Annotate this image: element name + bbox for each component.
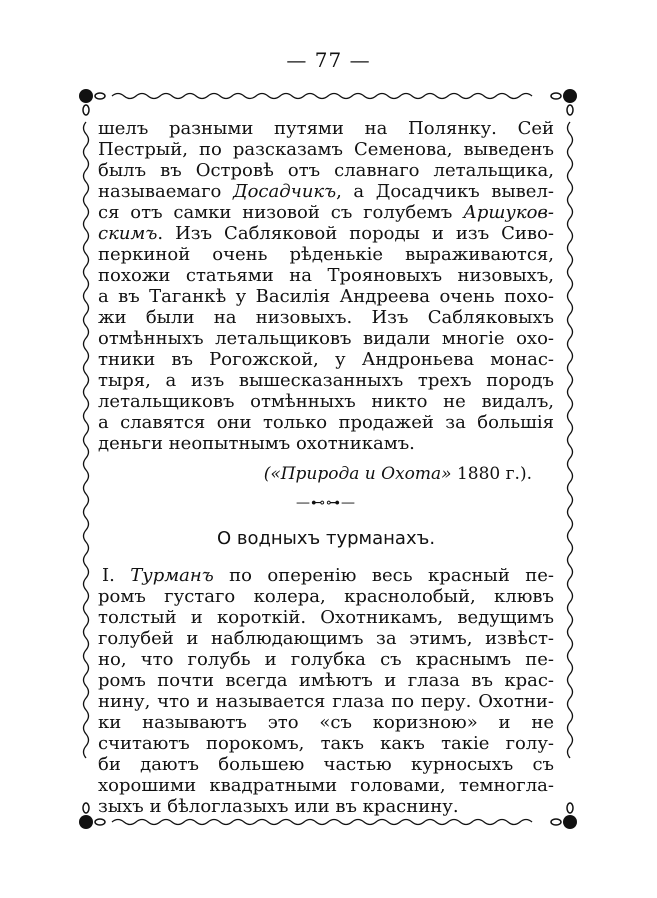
text-line: ки называютъ это «съ коризною» и не [98, 712, 554, 733]
text-line: похожи статьями на Трояновыхъ низовыхъ, [98, 265, 554, 286]
citation [98, 464, 554, 485]
text-line: Пестрый, по разсказамъ Семенова, выведенъ [98, 139, 554, 160]
text-line: шелъ разными путями на Полянку. Сей [98, 118, 554, 139]
text-line: нину, что и называется глаза по перу. Охотни- [98, 691, 554, 712]
text-line: ромъ почти всегда имѣютъ и глаза въ крас- [98, 670, 554, 691]
text-line: былъ въ Островѣ отъ славнаго летальщика, [98, 160, 554, 181]
text-line: би даютъ большею частью курносыхъ съ [98, 754, 554, 775]
text-line: отмѣнныхъ летальщиковъ видали многіе охо- [98, 328, 554, 349]
right-wave-line [568, 122, 573, 758]
left-wave-line [84, 122, 89, 758]
citation-year: 1880 г.). [456, 464, 532, 484]
text-line: а въ Таганкѣ у Василія Андреева очень похо- [98, 286, 554, 307]
text-line: толстый и короткій. Охотникамъ, ведущимъ [98, 607, 554, 628]
text-line: ромъ густаго колера, краснолобый, клювъ [98, 586, 554, 607]
top-wave-line [112, 94, 532, 99]
page-content [98, 118, 554, 817]
paragraph-2 [98, 565, 554, 817]
text-line: тыря, а изъ вышесказанныхъ трехъ породъ [98, 370, 554, 391]
text-line: жи были на низовыхъ. Изъ Сабляковыхъ [98, 307, 554, 328]
citation-source: («Природа и Охота» [263, 464, 452, 484]
text-line: называемаго Досадчикъ, а Досадчикъ вывел- [98, 181, 554, 202]
text-line: хорошими квадратными головами, темногла- [98, 775, 554, 796]
section-divider: —⊷⊶— [296, 495, 356, 511]
corner-ornament-top-left [79, 89, 105, 115]
text-line: деньги неопытнымъ охотникамъ. [98, 433, 415, 454]
page-number: — 77 — [286, 48, 371, 72]
text-line: считаютъ порокомъ, такъ какъ такіе голу- [98, 733, 554, 754]
text-line: I. Турманъ по оперенію весь красный пе- [102, 565, 554, 586]
text-line: а славятся они только продажей за большія [98, 412, 554, 433]
section-heading: О водныхъ турманахъ. [216, 528, 436, 549]
text-line: зыхъ и бѣлоглазыхъ или въ краснину. [98, 796, 459, 817]
text-line: но, что голубь и голубка съ краснымъ пе- [98, 649, 554, 670]
text-line: голубей и наблюдающимъ за этимъ, извѣст- [98, 628, 554, 649]
text-line: скимъ. Изъ Сабляковой породы и изъ Сиво- [98, 223, 554, 244]
bottom-wave-line [112, 820, 532, 825]
text-line: ся отъ самки низовой съ голубемъ Аршуков- [98, 202, 554, 223]
paragraph-1 [98, 118, 554, 454]
corner-ornament-top-right [551, 89, 577, 115]
corner-ornament-bottom-right [551, 803, 577, 829]
text-line: тники въ Рогожской, у Андроньева монас- [98, 349, 554, 370]
text-line: перкиной очень рѣденькіе выраживаются, [98, 244, 554, 265]
text-line: летальщиковъ отмѣнныхъ никто не видалъ, [98, 391, 554, 412]
